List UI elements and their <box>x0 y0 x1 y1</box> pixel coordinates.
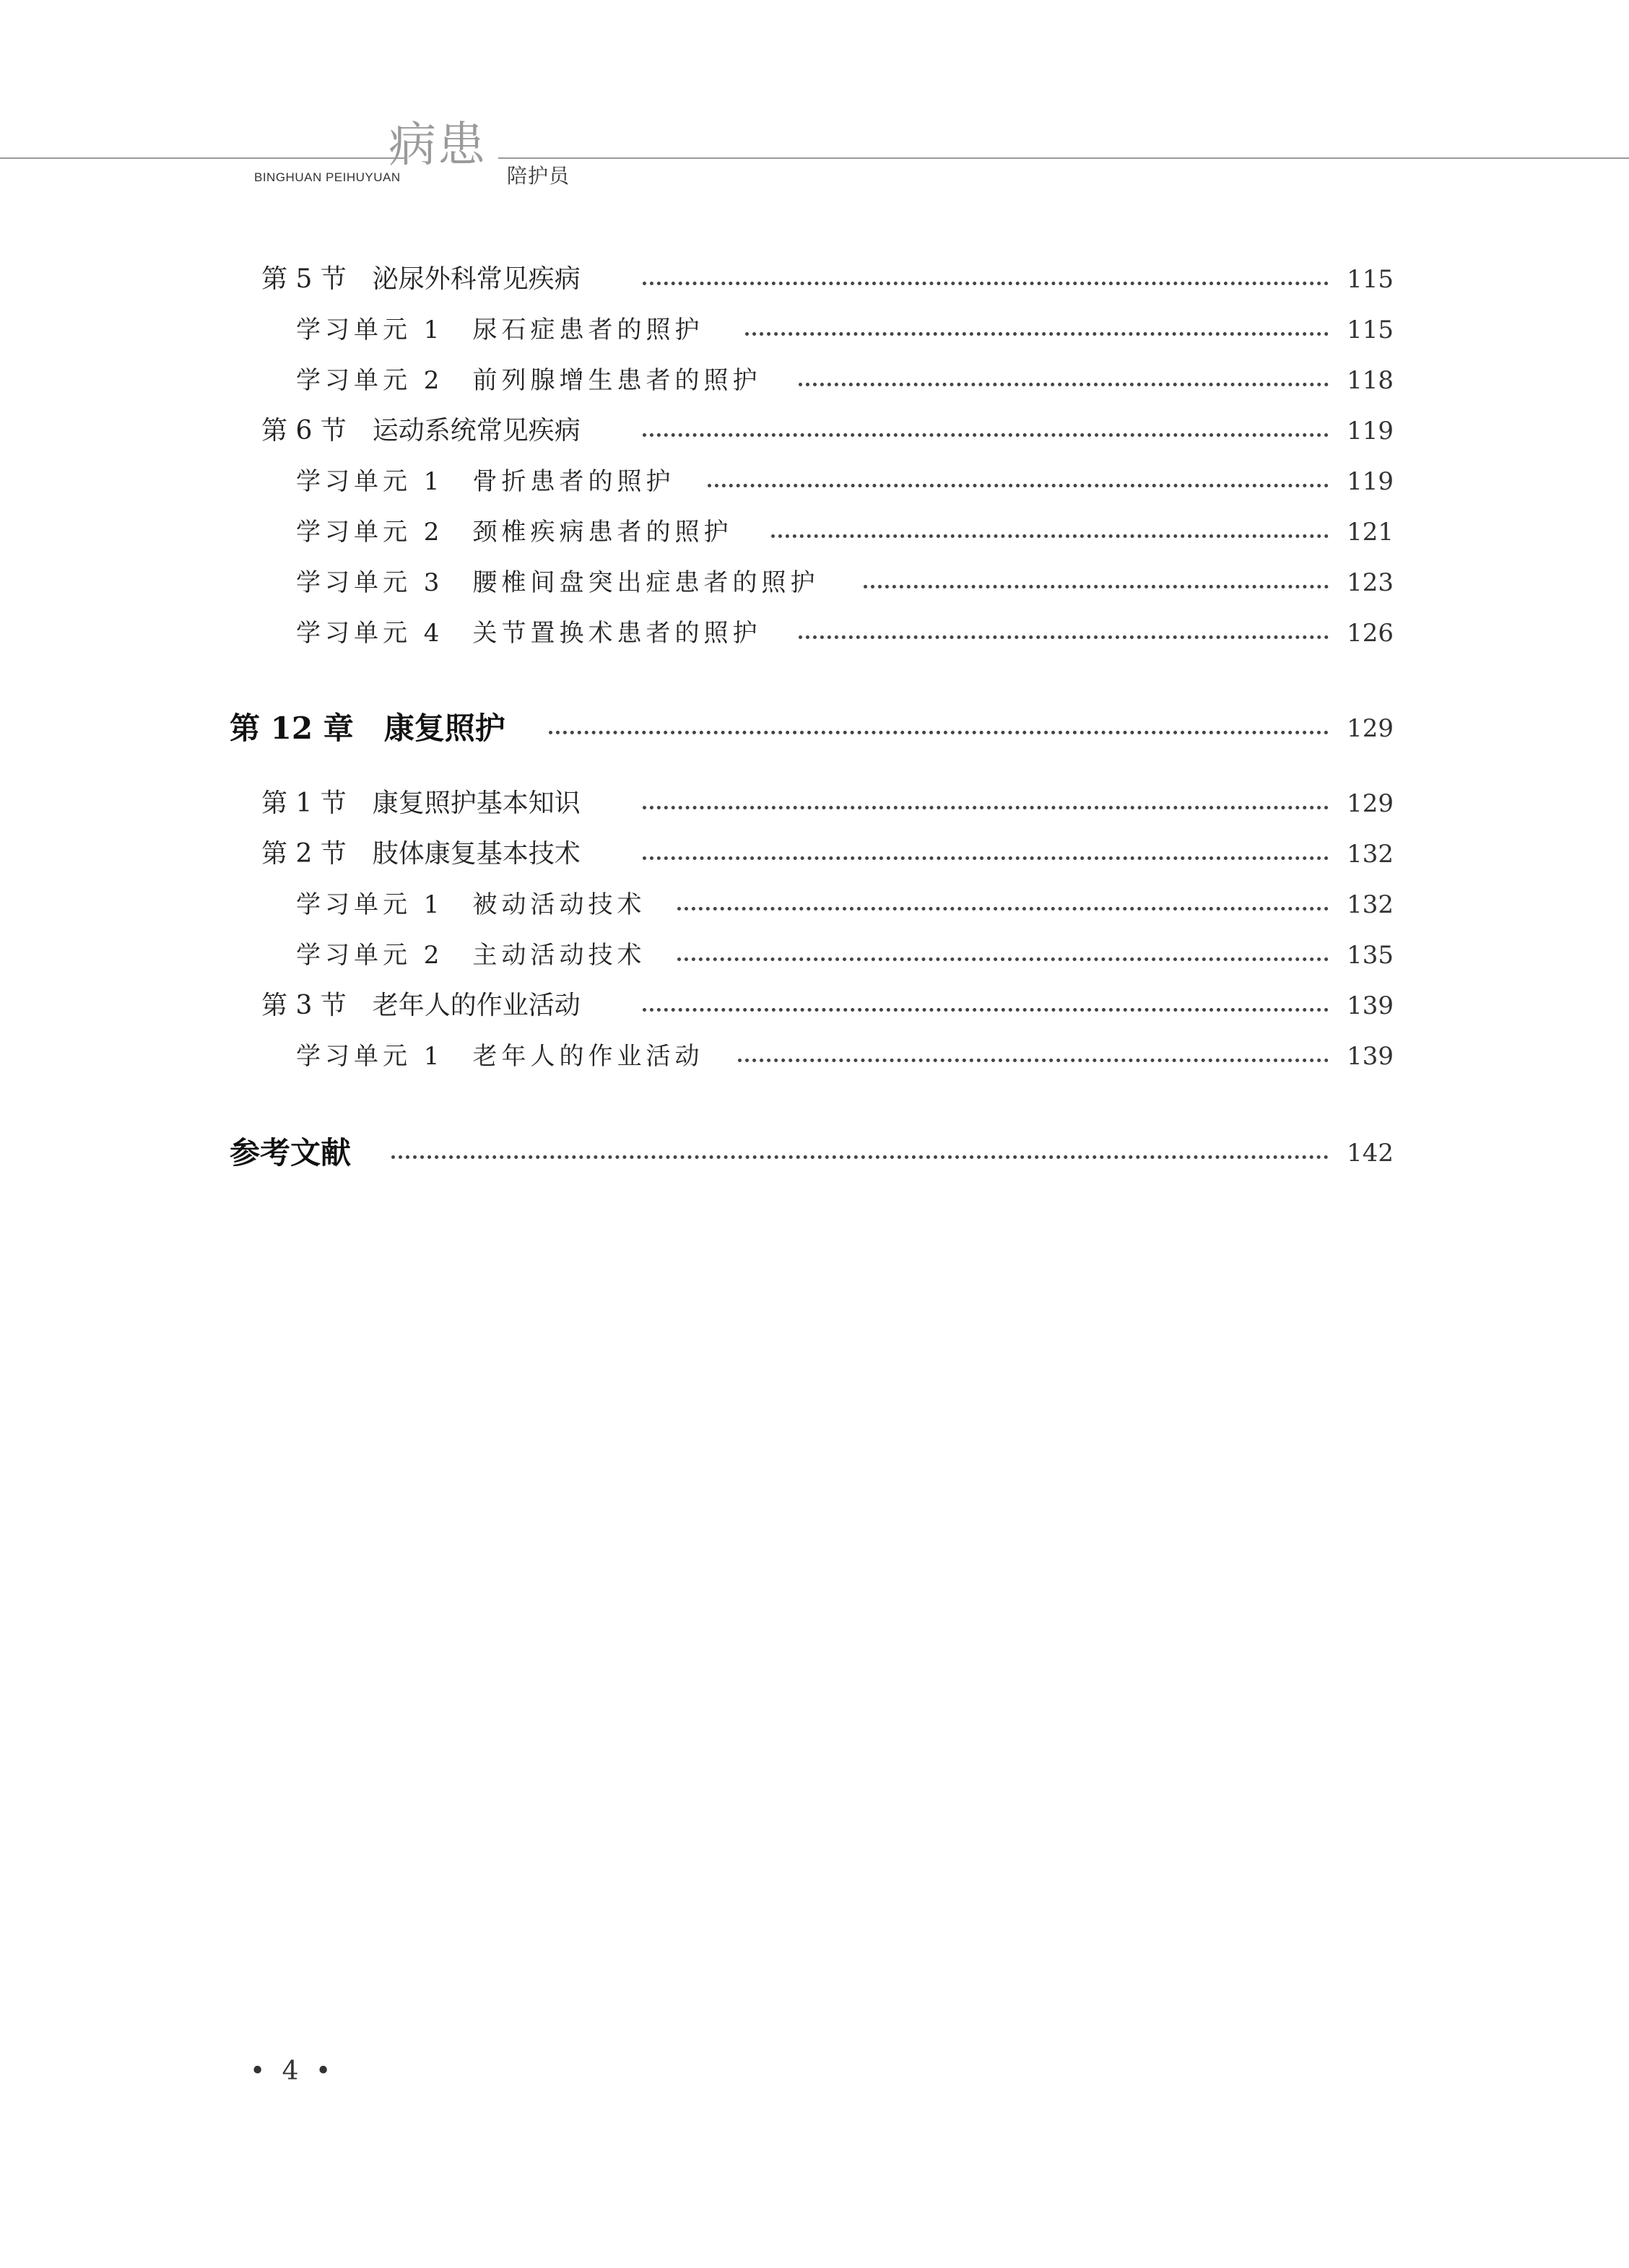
toc-entry[interactable] <box>0 261 1629 297</box>
toc-label: 学习单元 1 尿石症患者的照护 <box>296 312 706 348</box>
toc-leader-dots <box>677 907 1329 911</box>
toc-leader-dots <box>864 585 1329 588</box>
header-logo: 病患 <box>388 117 487 173</box>
toc-label: 第 5 节 泌尿外科常见疾病 <box>261 261 583 297</box>
toc-entry-chapter[interactable] <box>0 711 1629 747</box>
toc-entry[interactable] <box>0 1038 1629 1074</box>
header-subtitle: 陪护员 <box>507 164 570 188</box>
toc-label: 第 12 章 康复照护 <box>230 711 508 747</box>
toc-label: 学习单元 4 关节置换术患者的照护 <box>296 615 764 651</box>
toc-entry-chapter[interactable] <box>0 1135 1629 1171</box>
toc-page-number: 135 <box>1347 941 1394 970</box>
toc-entry[interactable] <box>0 615 1629 651</box>
toc-leader-dots <box>677 957 1329 961</box>
toc-page-number: 119 <box>1347 417 1394 446</box>
toc-page-number: 129 <box>1347 789 1394 818</box>
toc-page-number: 139 <box>1347 991 1394 1020</box>
toc-page-number: 118 <box>1347 366 1394 395</box>
toc-entry[interactable] <box>0 362 1629 399</box>
toc-entry[interactable] <box>0 786 1629 822</box>
toc-page-number: 132 <box>1347 840 1394 869</box>
footer-page-number: • 4 • <box>250 2056 336 2086</box>
toc-leader-dots <box>643 806 1329 809</box>
toc-page-number: 121 <box>1347 518 1394 547</box>
toc-label: 第 6 节 运动系统常见疾病 <box>261 413 583 449</box>
toc-label: 学习单元 1 老年人的作业活动 <box>296 1038 706 1074</box>
toc-leader-dots <box>771 534 1329 538</box>
toc-label: 参考文献 <box>230 1135 354 1171</box>
toc-entry[interactable] <box>0 836 1629 872</box>
toc-entry[interactable] <box>0 312 1629 348</box>
toc-label: 学习单元 3 腰椎间盘突出症患者的照护 <box>296 565 822 601</box>
toc-leader-dots <box>549 731 1329 734</box>
header-rule-left <box>0 157 404 159</box>
header-rule-right <box>498 157 1629 159</box>
toc-label: 学习单元 1 被动活动技术 <box>296 887 648 923</box>
toc-page-number: 132 <box>1347 890 1394 919</box>
toc-leader-dots <box>745 332 1329 336</box>
toc-label: 学习单元 1 骨折患者的照护 <box>296 464 677 500</box>
toc-entry[interactable] <box>0 565 1629 601</box>
toc-leader-dots <box>643 282 1329 285</box>
toc-label: 第 3 节 老年人的作业活动 <box>261 988 583 1024</box>
toc-leader-dots <box>643 433 1329 437</box>
toc-page-number: 139 <box>1347 1042 1394 1071</box>
toc-entry[interactable] <box>0 514 1629 550</box>
toc-page-number: 115 <box>1347 316 1394 344</box>
toc-leader-dots <box>799 635 1329 639</box>
toc-leader-dots <box>391 1155 1329 1159</box>
toc-label: 学习单元 2 主动活动技术 <box>296 937 648 973</box>
toc-label: 第 1 节 康复照护基本知识 <box>261 786 583 822</box>
toc-page-number: 115 <box>1347 265 1394 294</box>
toc-leader-dots <box>643 856 1329 860</box>
toc-label: 学习单元 2 前列腺增生患者的照护 <box>296 362 764 399</box>
toc-entry[interactable] <box>0 988 1629 1024</box>
toc-entry[interactable] <box>0 937 1629 973</box>
toc-entry[interactable] <box>0 887 1629 923</box>
toc-page-number: 129 <box>1347 714 1394 743</box>
header-pinyin: BINGHUAN PEIHUYUAN <box>254 170 401 184</box>
toc-entry[interactable] <box>0 413 1629 449</box>
toc-page-number: 126 <box>1347 619 1394 648</box>
toc-page-number: 119 <box>1347 467 1394 496</box>
toc-leader-dots <box>708 484 1329 487</box>
toc-leader-dots <box>799 383 1329 386</box>
toc-leader-dots <box>738 1059 1329 1062</box>
toc-leader-dots <box>643 1008 1329 1012</box>
toc-entry[interactable] <box>0 464 1629 500</box>
toc-label: 学习单元 2 颈椎疾病患者的照护 <box>296 514 735 550</box>
toc-page-number: 142 <box>1347 1139 1394 1168</box>
toc-page-number: 123 <box>1347 568 1394 597</box>
toc-label: 第 2 节 肢体康复基本技术 <box>261 836 583 872</box>
